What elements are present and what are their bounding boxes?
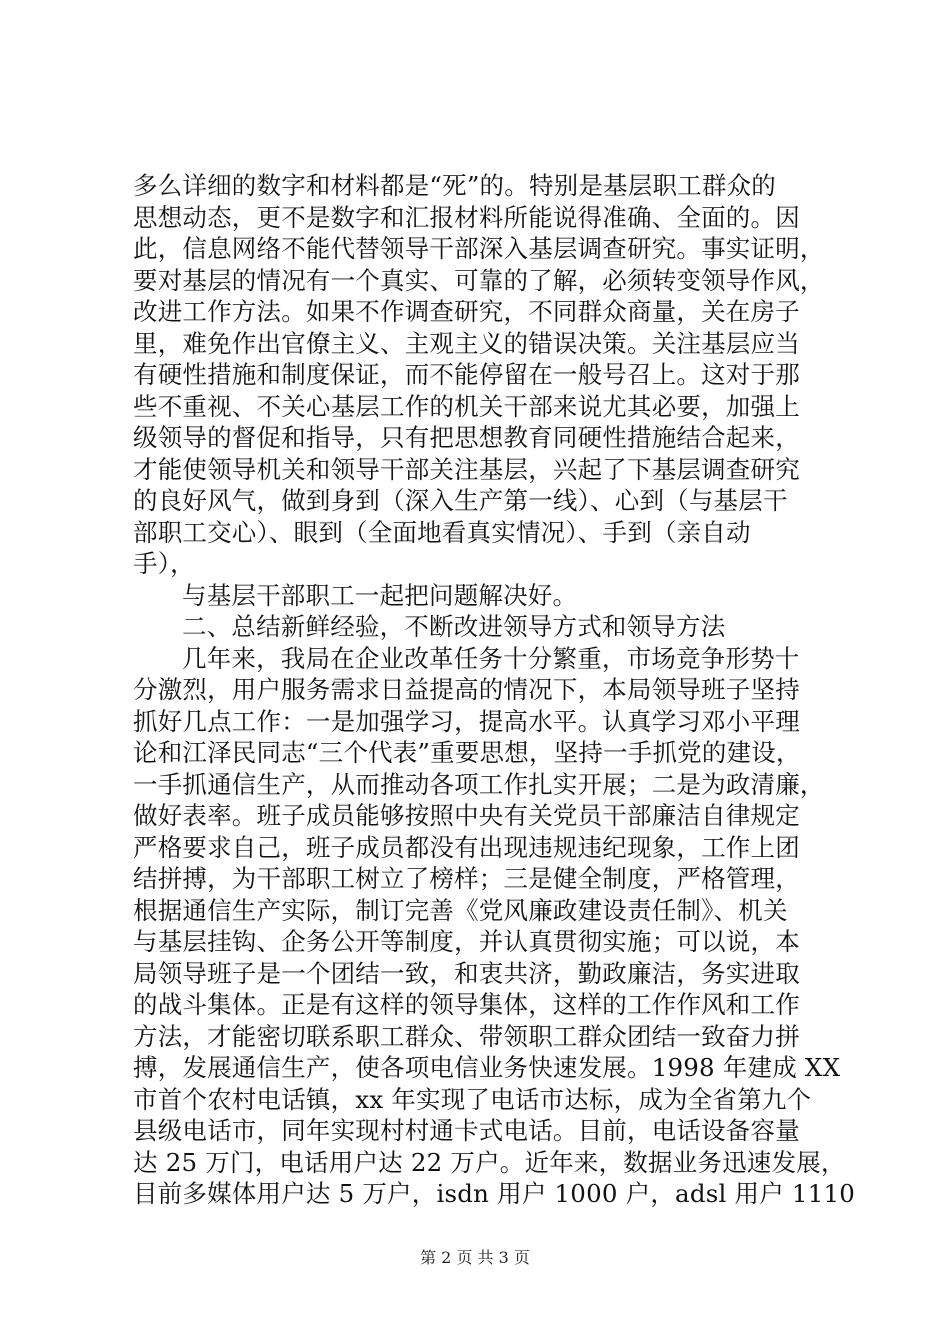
text-line: 搏，发展通信生产，使各项电信业务快速发展。1998 年建成 XX — [133, 1053, 841, 1082]
text-line: 有硬性措施和制度保证，而不能停留在一般号召上。这对于那 — [133, 360, 800, 389]
text-line: 多么详细的数字和材料都是“死”的。特别是基层职工群众的 — [133, 171, 776, 200]
page-footer: 第 2 页 共 3 页 — [420, 1248, 530, 1267]
text-line: 里，难免作出官僚主义、主观主义的错误决策。关注基层应当 — [133, 328, 800, 358]
text-line: 局领导班子是一个团结一致，和衷共济，勤政廉洁，务实进取 — [133, 958, 800, 988]
text-line: 要对基层的情况有一个真实、可靠的了解，必须转变领导作风， — [133, 265, 825, 295]
text-line: 根据通信生产实际，制订完善《党风廉政建设责任制》、机关 — [133, 895, 788, 925]
text-line: 目前多媒体用户达 5 万户，isdn 用户 1000 户，adsl 用户 1110 — [133, 1179, 856, 1208]
text-line: 一手抓通信生产，从而推动各项工作扎实开展；二是为政清廉， — [133, 769, 825, 799]
text-line: 结拼搏，为干部职工树立了榜样；三是健全制度，严格管理， — [133, 864, 800, 893]
text-line: 思想动态，更不是数字和汇报材料所能说得准确、全面的。因 — [133, 202, 800, 232]
text-line: 部职工交心）、眼到（全面地看真实情况）、手到（亲自动 — [133, 517, 751, 547]
text-line: 方法，才能密切联系职工群众、带领职工群众团结一致奋力拼 — [133, 1021, 800, 1051]
text-line: 的良好风气，做到身到（深入生产第一线）、心到（与基层干 — [133, 486, 788, 515]
text-line: 市首个农村电话镇，xx 年实现了电话市达标，成为全省第九个 — [133, 1084, 812, 1114]
text-line: 达 25 万门，电话用户达 22 万户。近年来，数据业务迅速发展， — [133, 1147, 846, 1177]
text-line: 几年来，我局在企业改革任务十分繁重，市场竞争形势十 — [182, 643, 800, 673]
section-heading: 二、总结新鲜经验，不断改进领导方式和领导方法 — [182, 612, 726, 641]
text-line: 县级电话市，同年实现村村通卡式电话。目前，电话设备容量 — [133, 1116, 800, 1145]
text-line: 此，信息网络不能代替领导干部深入基层调查研究。事实证明， — [133, 234, 825, 263]
text-line: 分激烈，用户服务需求日益提高的情况下，本局领导班子坚持 — [133, 675, 800, 704]
body-text — [133, 170, 856, 1210]
text-line: 的战斗集体。正是有这样的领导集体，这样的工作作风和工作 — [133, 990, 800, 1019]
text-line: 论和江泽民同志“三个代表”重要思想，坚持一手抓党的建设， — [133, 738, 801, 767]
text-line: 些不重视、不关心基层工作的机关干部来说尤其必要，加强上 — [133, 391, 800, 421]
text-line: 级领导的督促和指导，只有把思想教育同硬性措施结合起来， — [133, 423, 800, 452]
text-line: 与基层干部职工一起把问题解决好。 — [182, 580, 578, 610]
text-line: 与基层挂钩、企务公开等制度，并认真贯彻实施；可以说，本 — [133, 927, 800, 956]
text-line: 改进工作方法。如果不作调查研究，不同群众商量，关在房子 — [133, 297, 800, 326]
text-line: 手）， — [133, 549, 195, 578]
text-line: 做好表率。班子成员能够按照中央有关党员干部廉洁自律规定 — [133, 801, 800, 830]
text-line: 才能使领导机关和领导干部关注基层，兴起了下基层调查研究 — [133, 454, 800, 484]
text-line: 抓好几点工作：一是加强学习，提高水平。认真学习邓小平理 — [133, 706, 800, 736]
text-line: 严格要求自己，班子成员都没有出现违规违纪现象，工作上团 — [133, 832, 800, 862]
